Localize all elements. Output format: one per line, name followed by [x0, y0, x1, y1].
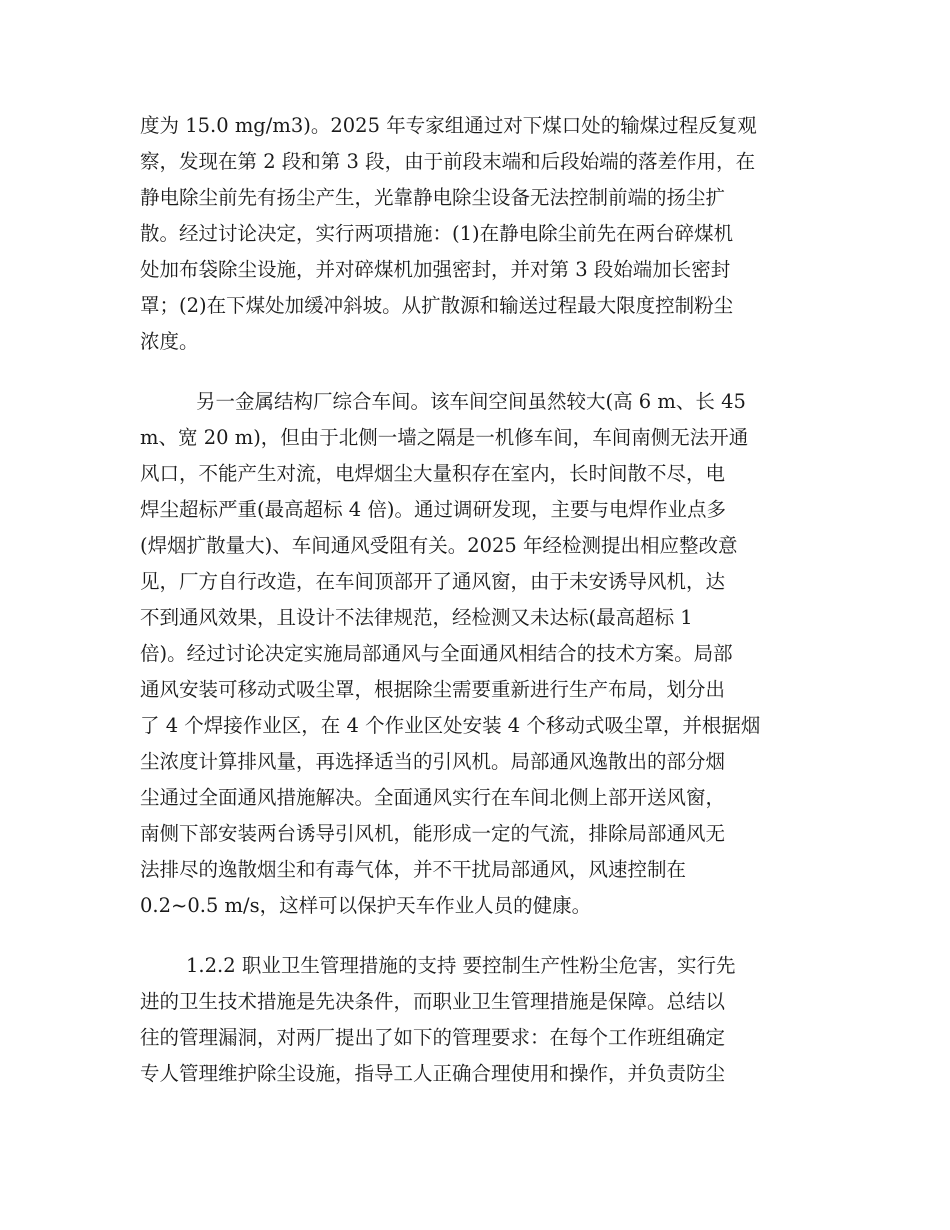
text-line: 浓度。	[140, 330, 199, 353]
text-line: 1.2.2 职业卫生管理措施的支持 要控制生产性粉尘危害，实行先	[186, 954, 736, 977]
text-line: m、宽 20 m)，但由于北侧一墙之隔是一机修车间，车间南侧无法开通	[140, 426, 749, 449]
text-line: (焊烟扩散量大)、车间通风受阻有关。2025 年经检测提出相应整改意	[140, 534, 738, 557]
paragraph-2	[140, 384, 810, 924]
text-line: 处加布袋除尘设施，并对碎煤机加强密封，并对第 3 段始端加长密封	[140, 258, 731, 281]
text-line: 度为 15.0 mg/m3)。2025 年专家组通过对下煤口处的输煤过程反复观	[140, 114, 757, 137]
text-line: 往的管理漏洞，对两厂提出了如下的管理要求：在每个工作班组确定	[140, 1026, 726, 1049]
text-line: 专人管理维护除尘设施，指导工人正确合理使用和操作，并负责防尘	[140, 1062, 726, 1085]
text-line: 尘浓度计算排风量，再选择适当的引风机。局部通风逸散出的部分烟	[140, 750, 726, 773]
text-line: 散。经过讨论决定，实行两项措施：(1)在静电除尘前先在两台碎煤机	[140, 222, 734, 245]
text-line: 了 4 个焊接作业区，在 4 个作业区处安装 4 个移动式吸尘罩，并根据烟	[140, 714, 761, 737]
text-line: 风口，不能产生对流，电焊烟尘大量积存在室内，长时间散不尽，电	[140, 462, 726, 485]
paragraph-3	[140, 948, 810, 1098]
text-line: 法排尽的逸散烟尘和有毒气体，并不干扰局部通风，风速控制在	[140, 858, 687, 881]
text-line: 另一金属结构厂综合车间。该车间空间虽然较大(高 6 m、长 45	[196, 390, 746, 413]
text-line: 进的卫生技术措施是先决条件，而职业卫生管理措施是保障。总结以	[140, 990, 726, 1013]
text-line: 通风安装可移动式吸尘罩，根据除尘需要重新进行生产布局，划分出	[140, 678, 726, 701]
text-line: 焊尘超标严重(最高超标 4 倍)。通过调研发现，主要与电焊作业点多	[140, 498, 727, 521]
text-line: 见，厂方自行改造，在车间顶部开了通风窗，由于未安诱导风机，达	[140, 570, 726, 593]
text-line: 倍)。经过讨论决定实施局部通风与全面通风相结合的技术方案。局部	[140, 642, 733, 665]
text-line: 0.2~0.5 m/s，这样可以保护天车作业人员的健康。	[140, 894, 592, 917]
text-line: 静电除尘前先有扬尘产生，光靠静电除尘设备无法控制前端的扬尘扩	[140, 186, 726, 209]
text-line: 尘通过全面通风措施解决。全面通风实行在车间北侧上部开送风窗，	[140, 786, 726, 809]
text-line: 不到通风效果，且设计不法律规范，经检测又未达标(最高超标 1	[140, 606, 693, 629]
text-line: 南侧下部安装两台诱导引风机，能形成一定的气流，排除局部通风无	[140, 822, 726, 845]
text-line: 罩；(2)在下煤处加缓冲斜坡。从扩散源和输送过程最大限度控制粉尘	[140, 294, 734, 317]
text-line: 察，发现在第 2 段和第 3 段，由于前段末端和后段始端的落差作用，在	[140, 150, 756, 173]
paragraph-1	[140, 108, 810, 368]
